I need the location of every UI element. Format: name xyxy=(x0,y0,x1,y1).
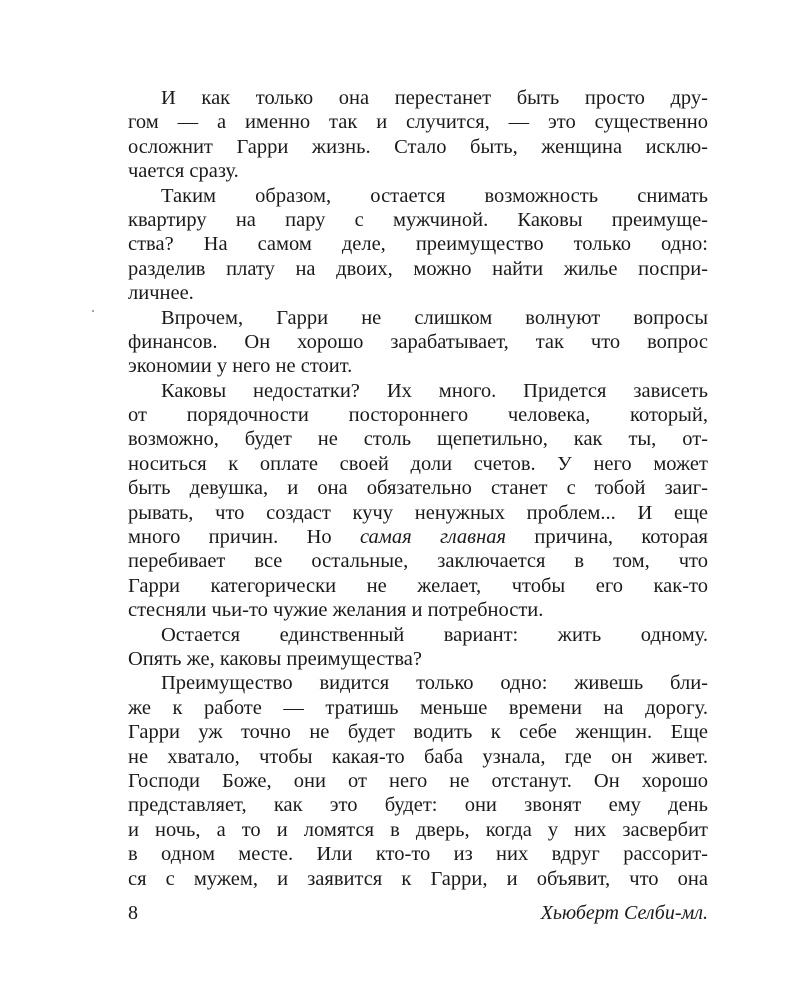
text-line: от порядочности постороннего человека, который, xyxy=(128,404,708,427)
text-line: Гарри категорически не желает, чтобы его как-то xyxy=(128,574,708,597)
text-line xyxy=(128,525,708,549)
text-line: Впрочем, Гарри не слишком волнуют вопросы xyxy=(161,306,708,329)
text-line: осложнит Гарри жизнь. Стало быть, женщина исклю- xyxy=(128,135,708,158)
body-text xyxy=(128,86,708,891)
text-line: разделив плату на двоих, можно найти жилье поспри- xyxy=(128,257,708,280)
text-line: Господи Боже, они от него не отстанут. Он хорошо xyxy=(128,769,708,792)
emphasized-text: самая главная xyxy=(359,526,507,549)
text-line: представляет, как это будет: они звонят ему день xyxy=(128,794,708,817)
text-line: быть девушка, и она обязательно станет с тобой заиг- xyxy=(128,477,708,500)
text-line: Каковы недостатки? Их много. Придется зависеть xyxy=(161,379,708,402)
text-line: возможно, будет не столь щепетильно, как ты, от- xyxy=(128,428,708,451)
text-line: Опять же, каковы преимущества? xyxy=(128,647,422,670)
text-line: финансов. Он хорошо зарабатывает, так что вопрос xyxy=(128,330,708,353)
text-line: Остается единственный вариант: жить одному. xyxy=(161,623,708,646)
text-line: Гарри уж точно не будет водить к себе женщин. Еще xyxy=(128,721,708,744)
text-line: Преимущество видится только одно: живешь бли- xyxy=(161,672,708,695)
text-segment: много причин. Но xyxy=(128,526,360,549)
running-footer-author: Хьюберт Селби-мл. xyxy=(540,902,708,924)
text-line: Таким образом, остается возможность снимать xyxy=(161,184,708,207)
text-line: носиться к оплате своей доли счетов. У него может xyxy=(128,452,708,475)
text-line: и ночь, а то и ломятся в дверь, когда у них засвербит xyxy=(128,818,708,841)
text-line: не хватало, чтобы какая-то баба узнала, где он живет. xyxy=(128,745,708,768)
text-line: квартиру на пару с мужчиной. Каковы преимуще- xyxy=(128,208,708,231)
text-line: перебивает все остальные, заключается в том, что xyxy=(128,550,708,573)
scan-speck xyxy=(92,310,94,312)
text-line: ся с мужем, и заявится к Гарри, и объявит, что она xyxy=(128,867,708,890)
text-line: в одном месте. Или кто-то из них вдруг рассорит- xyxy=(128,843,708,866)
text-line: личнее. xyxy=(128,282,194,305)
text-line: стесняли чьи-то чужие желания и потребности. xyxy=(128,599,544,622)
text-line: же к работе — тратишь меньше времени на дорогу. xyxy=(128,696,708,719)
text-line: чается сразу. xyxy=(128,160,239,183)
text-line: экономии у него не стоит. xyxy=(128,355,353,378)
text-line: И как только она перестанет быть просто дру- xyxy=(161,87,708,109)
page-number: 8 xyxy=(128,902,138,924)
text-line: рывать, что создаст кучу ненужных проблем... И еще xyxy=(128,501,708,524)
text-segment: причина, которая xyxy=(506,526,708,549)
text-line: гом — а именно так и случится, — это существенно xyxy=(128,111,708,134)
text-line: ства? На самом деле, преимущество только одно: xyxy=(128,233,708,256)
